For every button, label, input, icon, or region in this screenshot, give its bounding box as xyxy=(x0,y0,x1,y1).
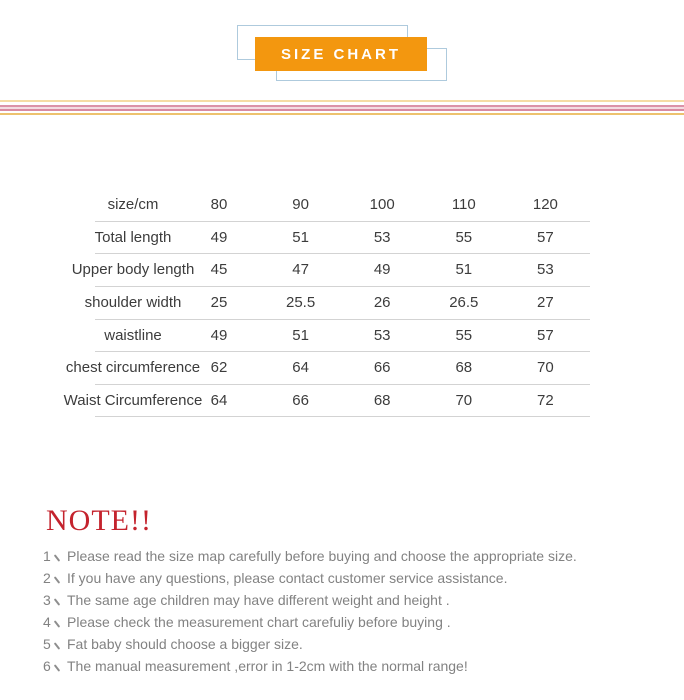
table-header-cell: 90 xyxy=(292,196,309,213)
table-cell: 68 xyxy=(455,359,473,377)
note-number: 4 xyxy=(43,614,51,630)
cjk-comma-mark xyxy=(54,554,61,562)
divider-stripe-pink-2 xyxy=(0,109,684,111)
note-text: Please read the size map carefully before buying and choose the appropriate size. xyxy=(67,548,577,564)
table-cell: 53 xyxy=(373,228,391,246)
note-text: If you have any questions, please contact customer service assistance. xyxy=(67,570,508,586)
table-row xyxy=(42,222,590,255)
table-cell: 47 xyxy=(292,261,309,279)
table-cell: 49 xyxy=(210,326,228,344)
size-table xyxy=(42,189,590,417)
note-text: Please check the measurement chart carefuliy before buying . xyxy=(67,614,451,630)
table-cell: 70 xyxy=(537,359,554,377)
table-cell: 55 xyxy=(455,228,473,246)
table-cell: 26 xyxy=(373,293,391,311)
table-header-label: size/cm xyxy=(107,196,159,213)
table-row-label: Total length xyxy=(94,228,172,246)
note-text: Fat baby should choose a bigger size. xyxy=(67,636,303,652)
table-cell: 51 xyxy=(455,261,473,279)
table-row-label: Waist Circumference xyxy=(63,391,203,409)
notes-section xyxy=(43,545,663,677)
cjk-comma-mark xyxy=(54,620,61,628)
table-cell: 49 xyxy=(210,228,228,246)
note-item xyxy=(43,545,663,567)
note-number: 1 xyxy=(43,548,51,564)
table-cell: 66 xyxy=(292,391,309,409)
table-cell: 66 xyxy=(373,359,391,377)
table-cell: 49 xyxy=(373,261,391,279)
table-cell: 25 xyxy=(210,293,228,311)
banner-title: SIZE CHART xyxy=(281,45,401,63)
cjk-comma-mark xyxy=(54,576,61,584)
table-cell: 57 xyxy=(537,326,554,344)
cjk-comma-mark xyxy=(54,664,61,672)
table-cell: 64 xyxy=(210,391,228,409)
notes-heading: NOTE!! xyxy=(46,504,152,537)
table-cell: 53 xyxy=(373,326,391,344)
table-cell: 64 xyxy=(292,359,309,377)
table-cell: 70 xyxy=(455,391,473,409)
table-cell: 51 xyxy=(292,326,309,344)
divider-stripe-bottom-yellow xyxy=(0,113,684,115)
table-header-cell: 80 xyxy=(210,196,228,213)
note-item xyxy=(43,589,663,611)
table-row xyxy=(42,320,590,353)
table-row-label: chest circumference xyxy=(65,359,201,377)
table-row xyxy=(42,287,590,320)
table-cell: 55 xyxy=(455,326,473,344)
table-row xyxy=(42,254,590,287)
table-cell: 25.5 xyxy=(285,293,316,311)
table-row-label: waistline xyxy=(104,326,162,344)
table-row xyxy=(42,385,590,418)
table-header-row xyxy=(42,189,590,222)
table-cell: 45 xyxy=(210,261,228,279)
banner-plate xyxy=(255,37,427,71)
note-item xyxy=(43,633,663,655)
divider-stripe-top-yellow xyxy=(0,100,684,102)
table-row xyxy=(42,352,590,385)
note-item xyxy=(43,655,663,677)
table-cell: 26.5 xyxy=(449,293,479,311)
note-number: 5 xyxy=(43,636,51,652)
table-cell: 68 xyxy=(373,391,391,409)
note-number: 6 xyxy=(43,658,51,674)
table-header-cell: 120 xyxy=(532,196,558,213)
table-cell: 57 xyxy=(537,228,554,246)
cjk-comma-mark xyxy=(54,598,61,606)
table-cell: 62 xyxy=(210,359,228,377)
cjk-comma-mark xyxy=(54,642,61,650)
note-text: The same age children may have different weight and height . xyxy=(67,592,450,608)
table-cell: 72 xyxy=(537,391,554,409)
table-cell: 51 xyxy=(292,228,309,246)
table-header-cell: 110 xyxy=(451,196,476,213)
note-number: 2 xyxy=(43,570,51,586)
note-item xyxy=(43,567,663,589)
table-cell: 27 xyxy=(537,293,554,311)
size-chart-banner xyxy=(0,0,684,120)
note-item xyxy=(43,611,663,633)
table-row-label: shoulder width xyxy=(84,293,182,311)
table-row-label: Upper body length xyxy=(71,261,195,279)
note-number: 3 xyxy=(43,592,51,608)
table-cell: 53 xyxy=(537,261,554,279)
table-header-cell: 100 xyxy=(369,196,395,213)
note-text: The manual measurement ,error in 1-2cm with the normal range! xyxy=(67,658,468,674)
